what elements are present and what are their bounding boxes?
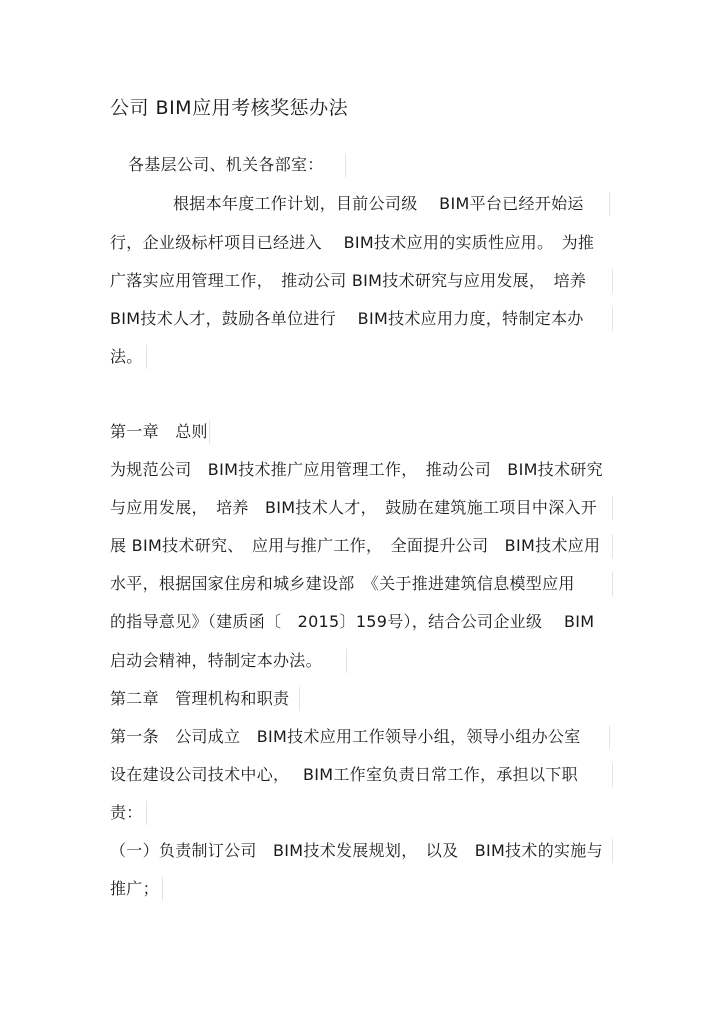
cell-border (612, 839, 613, 863)
cell-border (612, 307, 613, 331)
chapter-heading: 第二章 管理机构和职责 (110, 689, 290, 708)
cell-border (299, 687, 300, 711)
intro-line: 行，企业级标杆项目已经进入 BIM技术应用的实质性应用。 为推 (110, 233, 595, 252)
list-item-line: （一）负责制订公司 BIM技术发展规划， 以及 BIM技术的实施与 (110, 841, 603, 860)
chapter-body-line: 水平，根据国家住房和城乡建设部 《关于推进建筑信息模型应用 (110, 574, 575, 593)
salutation: 各基层公司、机关各部室： (128, 155, 324, 174)
cell-border (346, 649, 347, 673)
cell-border (345, 153, 346, 177)
article-line: 设在建设公司技术中心， BIM工作室负责日常工作，承担以下职 (110, 765, 578, 784)
intro-line: BIM技术人才，鼓励各单位进行 BIM技术应用力度，特制定本办 (110, 309, 584, 328)
cell-border (146, 345, 147, 369)
chapter-body-line: 启动会精神，特制定本办法。 (110, 651, 322, 670)
intro-line: 根据本年度工作计划，目前公司级 BIM平台已经开始运 (173, 194, 584, 213)
cell-border (612, 572, 613, 596)
cell-border (612, 534, 613, 558)
chapter-body-line: 展 BIM技术研究、 应用与推广工作， 全面提升公司 BIM技术应用 (110, 536, 601, 555)
document-title: 公司 BIM应用考核奖惩办法 (110, 97, 349, 119)
cell-border (609, 192, 610, 216)
cell-border (209, 420, 210, 444)
cell-border (609, 725, 610, 749)
chapter-body-line: 与应用发展， 培养 BIM技术人才， 鼓励在建筑施工项目中深入开 (110, 498, 598, 517)
list-item-line: 推广； (110, 879, 159, 898)
cell-border (612, 763, 613, 787)
cell-border (612, 269, 613, 293)
intro-line: 法。 (110, 347, 143, 366)
cell-border (162, 877, 163, 901)
cell-border (612, 496, 613, 520)
intro-line: 广落实应用管理工作， 推动公司 BIM技术研究与应用发展， 培养 (110, 271, 587, 290)
chapter-body-line: 为规范公司 BIM技术推广应用管理工作， 推动公司 BIM技术研究 (110, 460, 603, 479)
chapter-body-line: 的指导意见》（建质函〔 2015〕159号），结合公司企业级 BIM (110, 612, 595, 631)
article-line: 责： (110, 803, 143, 822)
chapter-heading: 第一章 总则 (110, 422, 208, 441)
article-line: 第一条 公司成立 BIM技术应用工作领导小组，领导小组办公室 (110, 727, 581, 746)
cell-border (146, 801, 147, 825)
